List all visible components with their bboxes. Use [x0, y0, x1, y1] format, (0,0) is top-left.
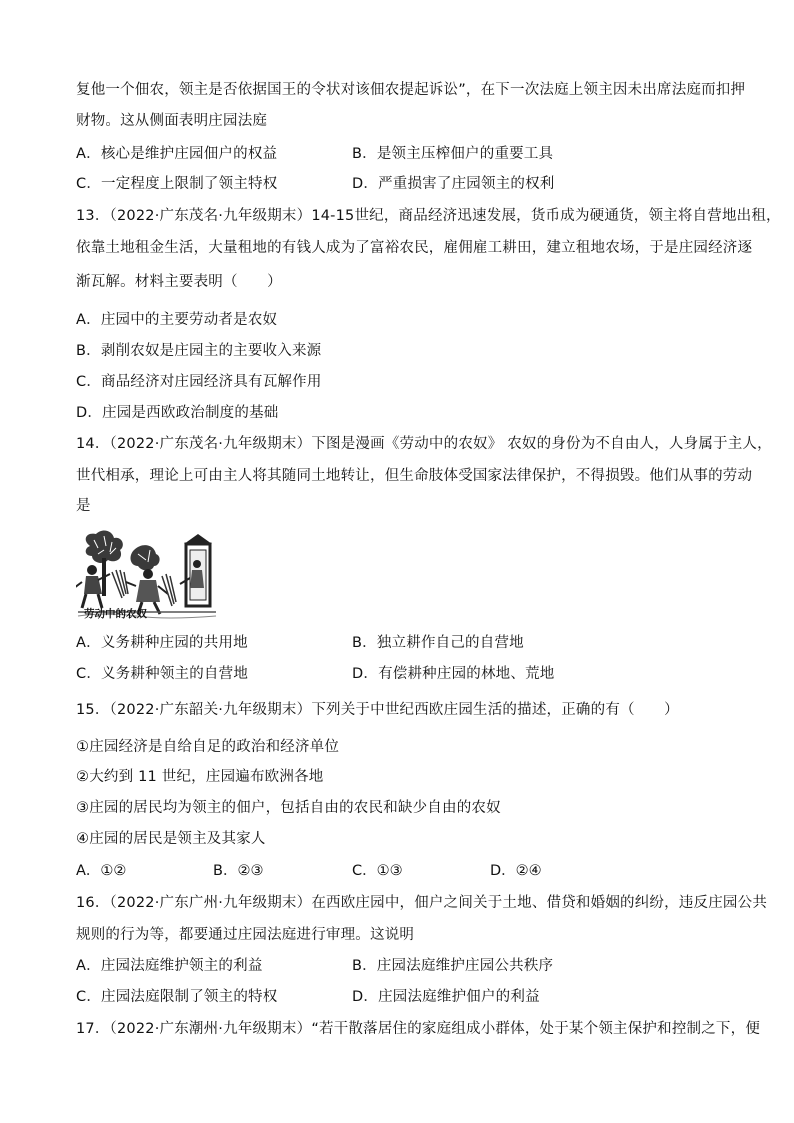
q16-option-c: C．庄园法庭限制了领主的特权: [76, 989, 278, 1005]
q12-option-a: A．核心是维护庄园佃户的权益: [76, 146, 278, 162]
q14-option-a: A．义务耕种庄园的共用地: [76, 635, 248, 651]
q15-option-a: A．①②: [76, 863, 127, 879]
figure-caption: 劳动中的农奴: [84, 608, 147, 620]
q13-stem-line-2: 依靠土地租金生活，大量租地的有钱人成为了富裕农民，雇佣雇工耕田，建立租地农场，于是庄园经济逐: [76, 240, 753, 256]
q16-stem-line-1: 16．（2022·广东广州·九年级期末）在西欧庄园中，佃户之间关于土地、借贷和婚姻的纠纷，违反庄园公共: [76, 895, 768, 911]
q15-statement-2: ②大约到 11 世纪，庄园遍布欧洲各地: [76, 769, 324, 785]
q15-statement-4: ④庄园的居民是领主及其家人: [76, 831, 266, 847]
q15-option-d: D．②④: [490, 863, 542, 879]
q15-option-c: C．①③: [352, 863, 403, 879]
q14-option-d: D．有偿耕种庄园的林地、荒地: [352, 666, 555, 682]
q16-stem-line-2: 规则的行为等，都要通过庄园法庭进行审理。这说明: [76, 927, 415, 943]
q15-statement-1: ①庄园经济是自给自足的政治和经济单位: [76, 739, 340, 755]
q14-stem-line-1: 14．（2022·广东茂名·九年级期末）下图是漫画《劳动中的农奴》 农奴的身份为不自由人，人身属于主人，: [76, 436, 772, 452]
q12-option-d: D．严重损害了庄园领主的权利: [352, 176, 555, 192]
q16-option-b: B．庄园法庭维护庄园公共秩序: [352, 958, 554, 974]
q15-option-b: B．②③: [213, 863, 264, 879]
q13-option-a: A．庄园中的主要劳动者是农奴: [76, 312, 278, 328]
q15-stem: 15．（2022·广东韶关·九年级期末）下列关于中世纪西欧庄园生活的描述，正确的有（ ）: [76, 702, 679, 718]
q13-stem-line-1: 13．（2022·广东茂名·九年级期末）14-15世纪，商品经济迅速发展，货币成为硬通货，领主将自营地出租，: [76, 208, 781, 224]
q13-option-d: D．庄园是西欧政治制度的基础: [76, 405, 279, 421]
q12-text-line-1: 复他一个佃农，领主是否依据国王的令状对该佃农提起诉讼”，在下一次法庭上领主因未出席法庭而扣押: [76, 82, 746, 98]
q14-option-c: C．义务耕种领主的自营地: [76, 666, 249, 682]
q14-stem-line-2: 世代相承，理论上可由主人将其随同土地转让，但生命肢体受国家法律保护，不得损毁。他们从事的劳动: [76, 468, 753, 484]
q17-stem-line-1: 17．（2022·广东潮州·九年级期末）“若干散落居住的家庭组成小群体，处于某个领主保护和控制之下，便: [76, 1021, 761, 1037]
q15-statement-3: ③庄园的居民均为领主的佃户，包括自由的农民和缺少自由的农奴: [76, 800, 501, 816]
q13-stem-line-3: 渐瓦解。材料主要表明（ ）: [76, 274, 282, 290]
q16-option-a: A．庄园法庭维护领主的利益: [76, 958, 263, 974]
q13-option-c: C．商品经济对庄园经济具有瓦解作用: [76, 374, 322, 390]
q13-option-b: B．剥削农奴是庄园主的主要收入来源: [76, 343, 322, 359]
q16-option-d: D．庄园法庭维护佃户的利益: [352, 989, 540, 1005]
q12-option-c: C．一定程度上限制了领主特权: [76, 176, 278, 192]
q12-text-line-2: 财物。这从侧面表明庄园法庭: [76, 113, 268, 129]
q14-option-b: B．独立耕作自己的自营地: [352, 635, 524, 651]
q14-stem-line-3: 是: [76, 498, 91, 514]
q12-option-b: B．是领主压榨佃户的重要工具: [352, 146, 554, 162]
